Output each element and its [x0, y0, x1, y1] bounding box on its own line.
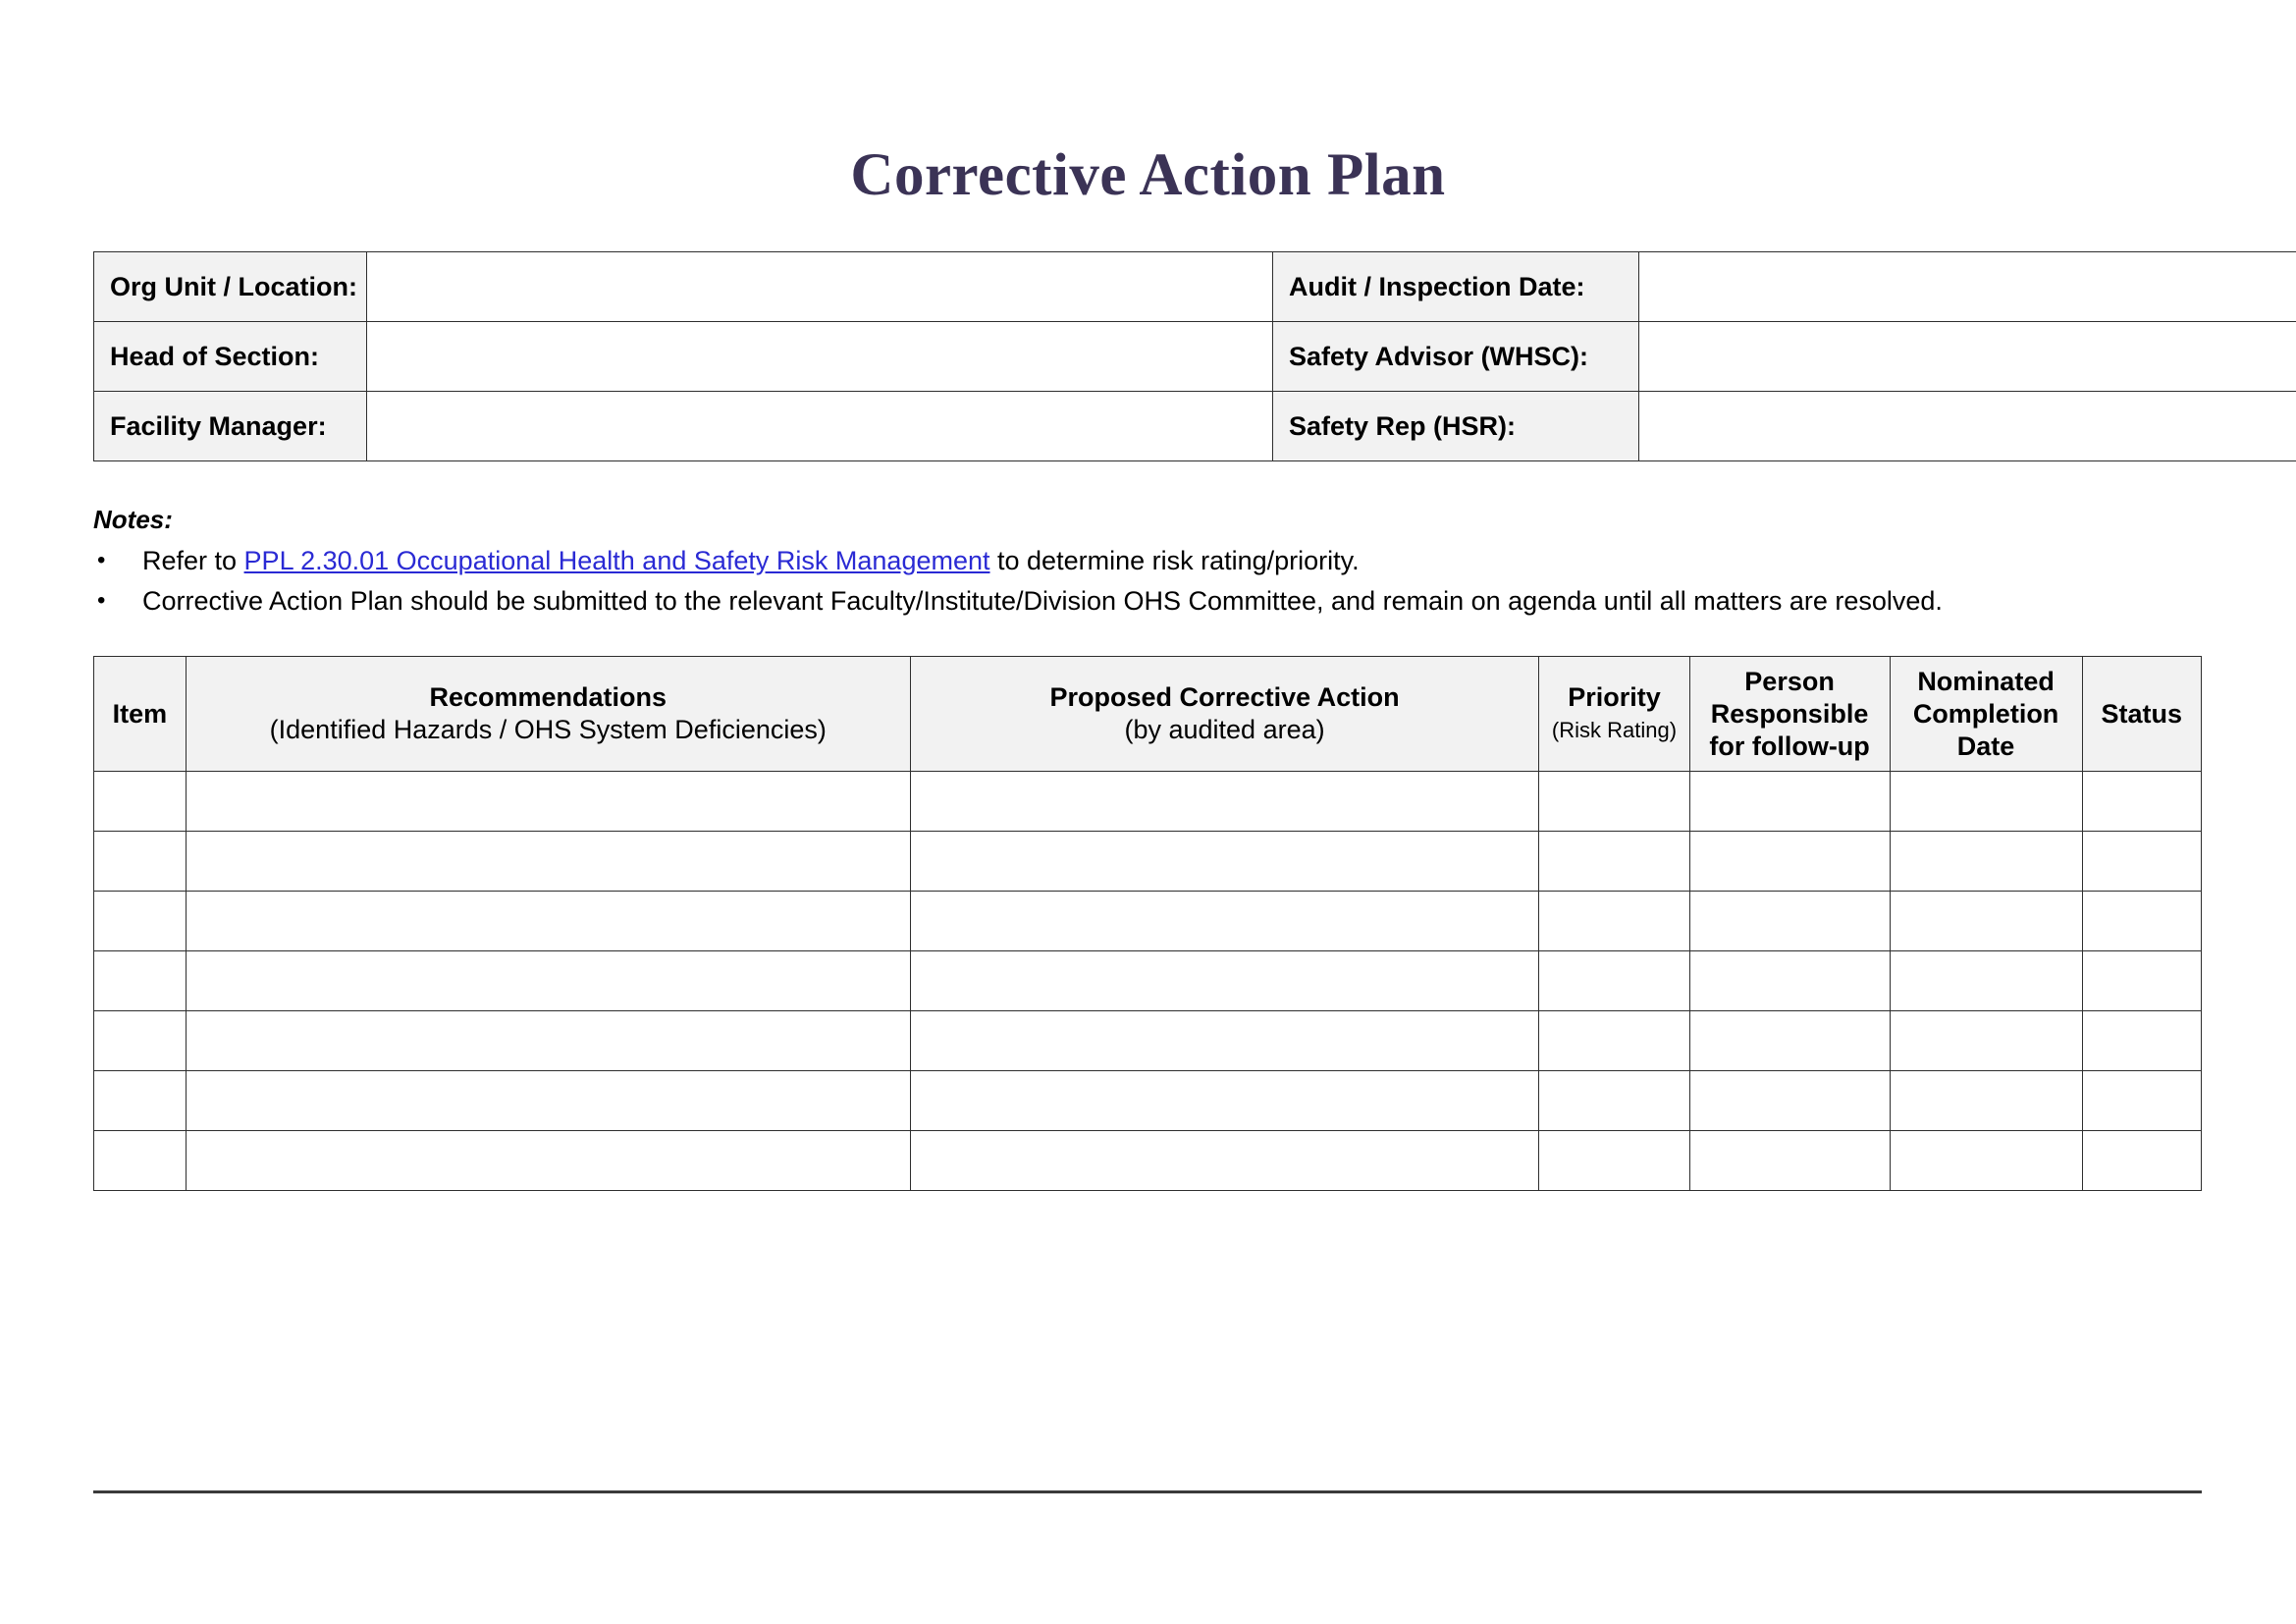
cell-person-responsible[interactable]	[1689, 1131, 1890, 1191]
footer-divider	[93, 1490, 2202, 1493]
header-info-table	[93, 251, 2296, 461]
table-row	[94, 322, 2296, 392]
cell-status[interactable]	[2082, 1131, 2201, 1191]
column-header-proposed-action-sublabel: (by audited area)	[1124, 715, 1325, 744]
cell-recommendations[interactable]	[186, 1131, 910, 1191]
column-header-person-responsible	[1689, 657, 1890, 772]
note-suffix-1: to determine risk rating/priority.	[989, 546, 1360, 575]
safety-rep-label: Safety Rep (HSR):	[1273, 392, 1639, 461]
facility-manager-label: Facility Manager:	[94, 392, 367, 461]
table-row	[94, 252, 2296, 322]
head-of-section-field[interactable]	[367, 322, 1273, 392]
cell-proposed-action[interactable]	[910, 832, 1539, 892]
cell-completion-date[interactable]	[1890, 1011, 2082, 1071]
cell-completion-date[interactable]	[1890, 892, 2082, 951]
bullet-icon: •	[97, 547, 106, 573]
cell-person-responsible[interactable]	[1689, 1071, 1890, 1131]
column-header-person-responsible-label: Person Responsible for follow-up	[1709, 666, 1870, 761]
cell-recommendations[interactable]	[186, 892, 910, 951]
cell-item[interactable]	[94, 951, 187, 1011]
cell-proposed-action[interactable]	[910, 892, 1539, 951]
org-unit-location-label: Org Unit / Location:	[94, 252, 367, 322]
cell-item[interactable]	[94, 892, 187, 951]
cell-recommendations[interactable]	[186, 1071, 910, 1131]
table-row	[94, 772, 2202, 832]
table-row	[94, 951, 2202, 1011]
cell-item[interactable]	[94, 832, 187, 892]
cell-recommendations[interactable]	[186, 832, 910, 892]
safety-advisor-field[interactable]	[1639, 322, 2296, 392]
column-header-recommendations-label: Recommendations	[429, 682, 667, 712]
cell-recommendations[interactable]	[186, 772, 910, 832]
cell-priority[interactable]	[1539, 772, 1689, 832]
column-header-proposed-action	[910, 657, 1539, 772]
cell-completion-date[interactable]	[1890, 1071, 2082, 1131]
bullet-icon: •	[97, 587, 106, 614]
ppl-risk-management-link[interactable]: PPL 2.30.01 Occupational Health and Safety Risk Management	[243, 546, 990, 575]
cell-status[interactable]	[2082, 772, 2201, 832]
table-row	[94, 832, 2202, 892]
audit-inspection-date-label: Audit / Inspection Date:	[1273, 252, 1639, 322]
cell-proposed-action[interactable]	[910, 1071, 1539, 1131]
cell-person-responsible[interactable]	[1689, 772, 1890, 832]
cell-status[interactable]	[2082, 1071, 2201, 1131]
column-header-proposed-action-label: Proposed Corrective Action	[1049, 682, 1400, 712]
column-header-recommendations	[186, 657, 910, 772]
note-text-1	[142, 542, 2155, 579]
table-header-row	[94, 657, 2202, 772]
cell-proposed-action[interactable]	[910, 951, 1539, 1011]
corrective-action-table	[93, 656, 2202, 1191]
cell-priority[interactable]	[1539, 1011, 1689, 1071]
list-item	[93, 542, 2155, 579]
cell-recommendations[interactable]	[186, 1011, 910, 1071]
safety-advisor-label: Safety Advisor (WHSC):	[1273, 322, 1639, 392]
table-row	[94, 1131, 2202, 1191]
cell-priority[interactable]	[1539, 832, 1689, 892]
table-row	[94, 1071, 2202, 1131]
cell-completion-date[interactable]	[1890, 1131, 2082, 1191]
cell-status[interactable]	[2082, 1011, 2201, 1071]
notes-heading: Notes:	[93, 505, 173, 534]
cell-completion-date[interactable]	[1890, 951, 2082, 1011]
note-prefix-1: Refer to	[142, 546, 244, 575]
note-text-2: Corrective Action Plan should be submitted to the relevant Faculty/Institute/Division OHS Committee, and remain on agenda until all matters are resolved.	[142, 586, 1943, 616]
cell-item[interactable]	[94, 1131, 187, 1191]
column-header-recommendations-sublabel: (Identified Hazards / OHS System Deficiencies)	[269, 715, 827, 744]
cell-person-responsible[interactable]	[1689, 1011, 1890, 1071]
cell-person-responsible[interactable]	[1689, 951, 1890, 1011]
table-row	[94, 1011, 2202, 1071]
cell-proposed-action[interactable]	[910, 772, 1539, 832]
safety-rep-field[interactable]	[1639, 392, 2296, 461]
cell-proposed-action[interactable]	[910, 1011, 1539, 1071]
column-header-priority	[1539, 657, 1689, 772]
cell-status[interactable]	[2082, 832, 2201, 892]
cell-priority[interactable]	[1539, 1071, 1689, 1131]
list-item	[93, 582, 2155, 620]
column-header-priority-label: Priority	[1568, 682, 1661, 712]
cell-item[interactable]	[94, 1011, 187, 1071]
cell-completion-date[interactable]	[1890, 832, 2082, 892]
column-header-item	[94, 657, 187, 772]
table-row	[94, 392, 2296, 461]
notes-section	[93, 503, 2155, 620]
column-header-completion-date-label: Nominated Completion Date	[1912, 666, 2059, 761]
column-header-status	[2082, 657, 2201, 772]
cell-person-responsible[interactable]	[1689, 832, 1890, 892]
cell-person-responsible[interactable]	[1689, 892, 1890, 951]
cell-status[interactable]	[2082, 892, 2201, 951]
cell-completion-date[interactable]	[1890, 772, 2082, 832]
cell-priority[interactable]	[1539, 1131, 1689, 1191]
page-title: Corrective Action Plan	[850, 142, 1446, 208]
cell-item[interactable]	[94, 1071, 187, 1131]
cell-status[interactable]	[2082, 951, 2201, 1011]
table-row	[94, 892, 2202, 951]
head-of-section-label: Head of Section:	[94, 322, 367, 392]
column-header-completion-date	[1890, 657, 2082, 772]
cell-priority[interactable]	[1539, 892, 1689, 951]
cell-item[interactable]	[94, 772, 187, 832]
corrective-action-table-body	[94, 772, 2202, 1191]
column-header-item-label: Item	[112, 698, 168, 729]
column-header-priority-sublabel: (Risk Rating)	[1551, 718, 1678, 742]
cell-proposed-action[interactable]	[910, 1131, 1539, 1191]
facility-manager-field[interactable]	[367, 392, 1273, 461]
cell-recommendations[interactable]	[186, 951, 910, 1011]
audit-inspection-date-field[interactable]	[1639, 252, 2296, 322]
org-unit-location-field[interactable]	[367, 252, 1273, 322]
cell-priority[interactable]	[1539, 951, 1689, 1011]
column-header-status-label: Status	[2101, 698, 2183, 729]
